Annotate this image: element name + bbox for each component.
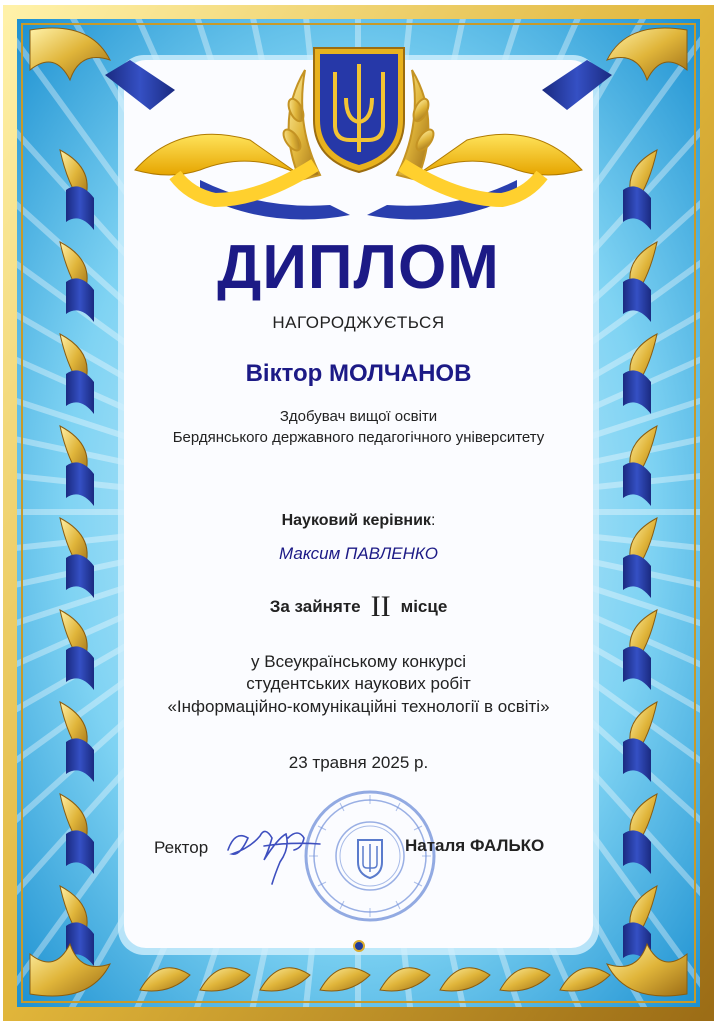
award-date: 23 травня 2025 р. — [288, 753, 429, 772]
contest-line2: студентських наукових робіт — [246, 674, 471, 693]
place-number: II — [370, 590, 391, 623]
supervisor-name: Максим ПАВЛЕНКО — [279, 544, 438, 563]
contest-line1: у Всеукраїнському конкурсі — [251, 652, 466, 671]
diploma-title: ДИПЛОМ — [217, 233, 500, 302]
award-subtitle: НАГОРОДЖУЄТЬСЯ — [272, 313, 445, 332]
place-suffix: місце — [400, 597, 448, 616]
place-line — [140, 590, 577, 624]
awardee-name: Віктор МОЛЧАНОВ — [245, 360, 472, 387]
contest-line3: «Інформаційно-комунікаційні технології в освіті» — [167, 697, 550, 716]
supervisor-label-line — [140, 512, 577, 530]
trident-emblem-icon — [314, 48, 404, 172]
signatory-name: Наталя ФАЛЬКО — [405, 836, 545, 855]
place-prefix: За зайняте — [269, 597, 361, 616]
supervisor-label: Науковий керівник — [281, 512, 431, 529]
signature-icon — [220, 808, 330, 888]
supervisor-colon: : — [430, 512, 436, 529]
signatory-title: Ректор — [154, 838, 209, 857]
awardee-role-line1: Здобувач вищої освіти — [279, 408, 438, 425]
awardee-role-line2: Бердянського державного педагогічного університету — [172, 429, 545, 446]
